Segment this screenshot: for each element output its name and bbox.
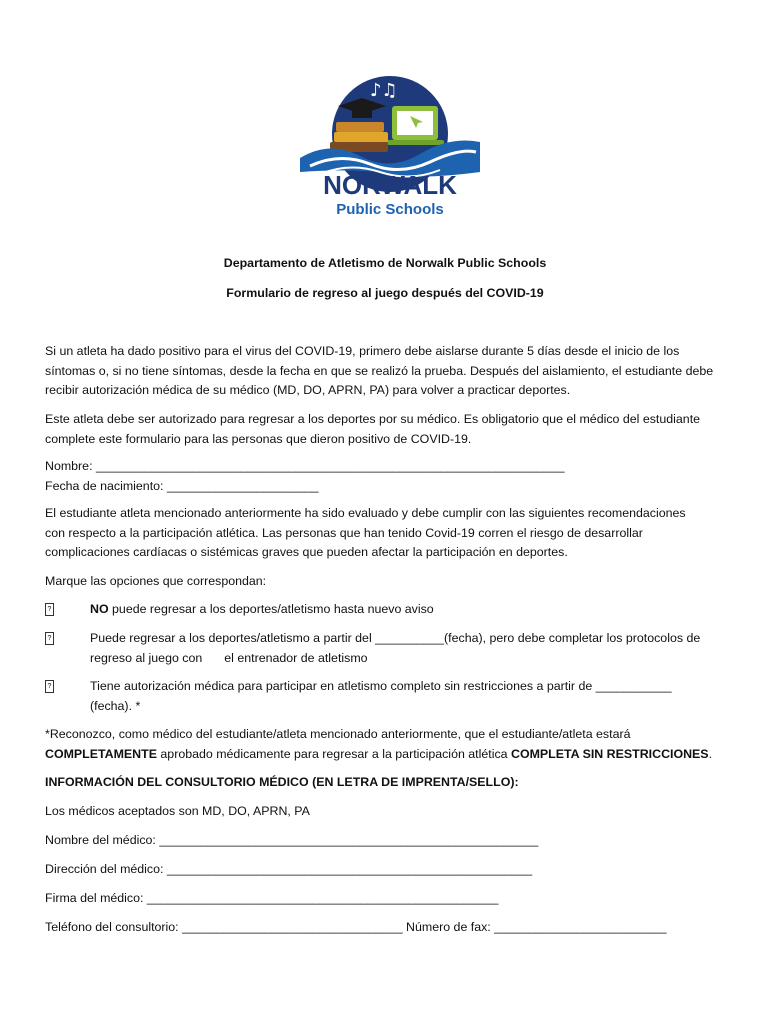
- norwalk-public-schools-logo: [300, 76, 480, 222]
- form-title: Formulario de regreso al juego después del COVID-19: [226, 286, 544, 300]
- phone-fax-row: [45, 918, 735, 938]
- music-notes-icon: ♪♫: [370, 80, 398, 101]
- intro-paragraph: Si un atleta ha dado positivo para el virus del COVID-19, primero debe aislarse durante 5 días desde el inicio de los síntomas o, si no tiene síntomas, desde la fecha en que se realizó la prueba. Después del aislamiento, el estudiante debe recibir autorización médica de su médico (MD, DO, APRN, PA) para volver a practicar deportes.: [45, 344, 714, 397]
- checkbox-full-clearance[interactable]: ?: [45, 680, 54, 693]
- clearance-paragraph: Este atleta debe ser autorizado para regresar a los deportes por su médico. Es obligatorio que el médico del estudiante complete este formulario para las personas que dieron positivo de COVID-19.: [45, 412, 701, 446]
- instruction-text: Marque las opciones que correspondan:: [45, 574, 267, 588]
- logo-brand-subtitle: Public Schools: [336, 201, 444, 218]
- office-info-heading: INFORMACIÓN DEL CONSULTORIO MÉDICO (EN LETRA DE IMPRENTA/SELLO):: [45, 775, 519, 789]
- checkbox-partial-return[interactable]: ?: [45, 632, 54, 645]
- attestation-paragraph: *Reconozco, como médico del estudiante/atleta mencionado anteriormente, que el estudiante/atleta estará COMPLETAMENTE aprobado médicamente para regresar a la participación atlética COMPLETA SIN RESTRICCIONES.: [45, 727, 713, 761]
- office-phone-field[interactable]: Teléfono del consultorio: ________________________________: [45, 920, 403, 934]
- logo-brand-name: NORWALK: [323, 170, 457, 200]
- doctor-name-field[interactable]: Nombre del médico: _______________________________________________________: [45, 833, 539, 847]
- evaluation-paragraph: El estudiante atleta mencionado anteriormente ha sido evaluado y debe cumplir con las siguientes recomendaciones con respecto a la participación atlética. Las personas que han tenido Covid-19 corren el riesgo de desarrollar complicaciones cardíacas o sistémicas graves que pueden afectar la participación en deportes.: [45, 506, 686, 559]
- department-title: Departamento de Atletismo de Norwalk Public Schools: [223, 256, 547, 270]
- accepted-doctors-text: Los médicos aceptados son MD, DO, APRN, PA: [45, 804, 310, 818]
- student-fields: [45, 457, 735, 496]
- checkbox-not-cleared[interactable]: ?: [45, 603, 54, 616]
- name-field[interactable]: Nombre: ____________________________________________________________________: [45, 459, 565, 473]
- doctor-signature-field[interactable]: Firma del médico: ___________________________________________________: [45, 891, 499, 905]
- doctor-address-field[interactable]: Dirección del médico: _____________________________________________________: [45, 862, 533, 876]
- books-icon: [334, 132, 388, 142]
- fax-number-field[interactable]: Número de fax: _________________________: [402, 920, 667, 934]
- dob-field[interactable]: Fecha de nacimiento: ______________________: [45, 478, 319, 493]
